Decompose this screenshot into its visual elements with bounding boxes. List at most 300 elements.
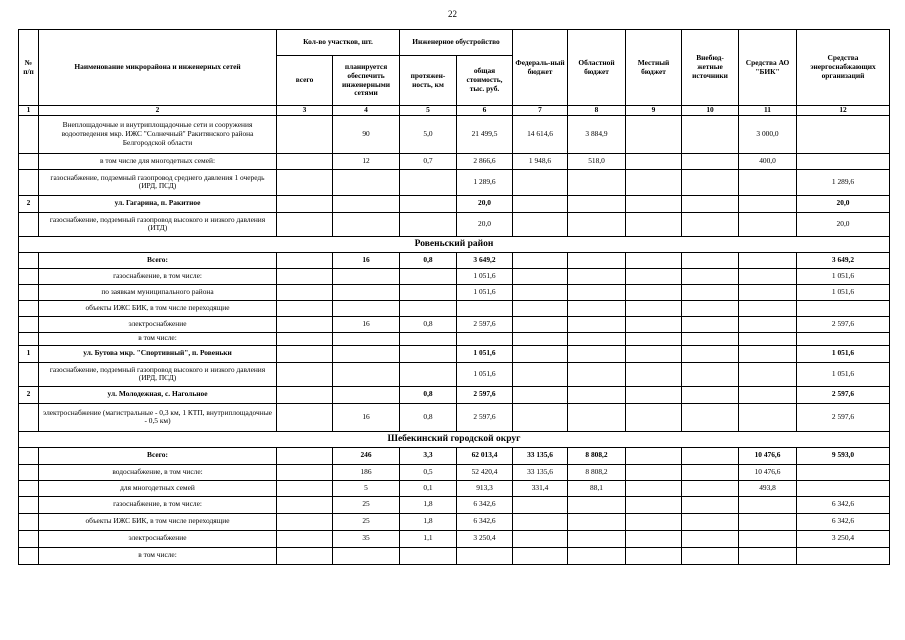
column-index-cell: 2: [39, 106, 277, 116]
table-cell: [333, 268, 400, 284]
table-cell: 913,3: [457, 480, 513, 496]
row-name-cell: газоснабжение, в том числе:: [39, 496, 277, 513]
table-cell: [626, 447, 682, 464]
column-index-cell: 8: [568, 106, 626, 116]
table-cell: [277, 332, 333, 345]
table-cell: [739, 345, 797, 362]
table-cell: [682, 513, 739, 530]
table-cell: [277, 362, 333, 386]
row-name-cell: Всего:: [39, 252, 277, 268]
table-cell: [513, 169, 568, 195]
table-cell: [277, 496, 333, 513]
table-cell: [682, 300, 739, 316]
table-cell: 25: [333, 496, 400, 513]
table-cell: [19, 316, 39, 332]
table-cell: [513, 513, 568, 530]
table-cell: 6 342,6: [797, 513, 890, 530]
table-cell: [277, 547, 333, 564]
table-cell: [513, 386, 568, 403]
table-cell: [277, 212, 333, 236]
column-index-cell: 4: [333, 106, 400, 116]
section-header-row: [19, 236, 890, 252]
table-cell: [277, 480, 333, 496]
column-index-row: [19, 106, 890, 116]
table-cell: [797, 464, 890, 480]
row-name-cell: Внеплощадочные и внутриплощадочные сети и сооружения водоотведения мкр. ИЖС "Солнечный" Ракитянского района Белгородской области: [39, 115, 277, 153]
table-cell: 25: [333, 513, 400, 530]
table-cell: 2 866,6: [457, 153, 513, 169]
table-cell: [513, 212, 568, 236]
table-cell: [739, 300, 797, 316]
table-cell: 12: [333, 153, 400, 169]
table-cell: [513, 195, 568, 212]
table-cell: [277, 252, 333, 268]
table-cell: [568, 284, 626, 300]
section-header-row: [19, 431, 890, 447]
table-cell: [568, 268, 626, 284]
table-cell: [626, 153, 682, 169]
table-row: [19, 547, 890, 564]
table-cell: 1 051,6: [457, 345, 513, 362]
table-cell: [400, 284, 457, 300]
table-cell: 8 808,2: [568, 464, 626, 480]
table-cell: [19, 153, 39, 169]
table-cell: 1 948,6: [513, 153, 568, 169]
table-cell: 0,8: [400, 316, 457, 332]
table-cell: [333, 300, 400, 316]
table-cell: 2: [19, 195, 39, 212]
table-cell: [277, 195, 333, 212]
table-cell: 3 649,2: [797, 252, 890, 268]
col-energy-header: Средства энергоснабжающих организаций: [797, 30, 890, 106]
table-cell: [568, 496, 626, 513]
column-index-cell: 7: [513, 106, 568, 116]
table-cell: [568, 332, 626, 345]
column-index-cell: 5: [400, 106, 457, 116]
table-cell: [513, 268, 568, 284]
table-cell: [626, 513, 682, 530]
table-cell: 518,0: [568, 153, 626, 169]
table-cell: [626, 480, 682, 496]
table-cell: [682, 480, 739, 496]
table-cell: [19, 513, 39, 530]
table-row: [19, 252, 890, 268]
table-cell: 400,0: [739, 153, 797, 169]
table-cell: [626, 464, 682, 480]
table-cell: [513, 530, 568, 547]
table-cell: 1 051,6: [797, 268, 890, 284]
row-name-cell: газоснабжение, в том числе:: [39, 268, 277, 284]
table-cell: [19, 252, 39, 268]
table-cell: [626, 332, 682, 345]
table-cell: [739, 386, 797, 403]
table-cell: 16: [333, 252, 400, 268]
table-row: [19, 447, 890, 464]
table-cell: [739, 513, 797, 530]
eng-group-header: Инженерное обустройство: [400, 30, 513, 56]
col-local-header: Местный бюджет: [626, 30, 682, 106]
table-cell: [513, 252, 568, 268]
column-index-cell: 1: [19, 106, 39, 116]
table-cell: [568, 403, 626, 431]
table-cell: [626, 362, 682, 386]
table-row: [19, 496, 890, 513]
table-cell: [682, 530, 739, 547]
table-cell: [333, 169, 400, 195]
table-cell: 246: [333, 447, 400, 464]
table-cell: 0,8: [400, 403, 457, 431]
table-cell: [457, 332, 513, 345]
table-cell: [568, 530, 626, 547]
table-cell: [457, 547, 513, 564]
table-cell: [739, 332, 797, 345]
table-cell: 1 051,6: [457, 268, 513, 284]
table-cell: [682, 169, 739, 195]
column-index-cell: 10: [682, 106, 739, 116]
table-cell: 331,4: [513, 480, 568, 496]
table-cell: 3,3: [400, 447, 457, 464]
table-cell: [277, 284, 333, 300]
col-regional-header: Областной бюджет: [568, 30, 626, 106]
table-cell: [739, 362, 797, 386]
table-cell: [19, 284, 39, 300]
table-cell: [797, 300, 890, 316]
table-cell: 1 051,6: [797, 345, 890, 362]
column-index-cell: 3: [277, 106, 333, 116]
table-cell: [568, 316, 626, 332]
row-name-cell: газоснабжение, подземный газопровод высокого и низкого давления (ИТД): [39, 212, 277, 236]
table-cell: [568, 212, 626, 236]
table-cell: [739, 496, 797, 513]
table-cell: [513, 284, 568, 300]
table-cell: [277, 530, 333, 547]
table-cell: [568, 513, 626, 530]
table-cell: [19, 447, 39, 464]
table-cell: [739, 284, 797, 300]
table-row: [19, 386, 890, 403]
table-cell: [682, 496, 739, 513]
table-cell: [400, 362, 457, 386]
table-cell: [19, 268, 39, 284]
table-cell: 2 597,6: [797, 316, 890, 332]
table-cell: 33 135,6: [513, 447, 568, 464]
table-cell: [626, 169, 682, 195]
table-row: [19, 345, 890, 362]
table-cell: [626, 345, 682, 362]
table-cell: [277, 403, 333, 431]
table-cell: [400, 345, 457, 362]
table-cell: [739, 169, 797, 195]
table-cell: [513, 547, 568, 564]
row-name-cell: электроснабжение: [39, 316, 277, 332]
table-cell: [457, 300, 513, 316]
table-cell: 9 593,0: [797, 447, 890, 464]
table-cell: [682, 252, 739, 268]
table-row: [19, 362, 890, 386]
table-cell: 1 289,6: [797, 169, 890, 195]
row-name-cell: по заявкам муниципального района: [39, 284, 277, 300]
row-name-cell: объекты ИЖС БИК, в том числе переходящие: [39, 513, 277, 530]
table-cell: 2 597,6: [797, 403, 890, 431]
table-cell: [513, 496, 568, 513]
table-cell: [400, 195, 457, 212]
table-cell: 10 476,6: [739, 447, 797, 464]
col-plots-total-header: всего: [277, 56, 333, 106]
row-name-cell: для многодетных семей: [39, 480, 277, 496]
page-number: 22: [448, 9, 457, 19]
row-name-cell: электроснабжение (магистральные - 0,3 км, 1 КТП, внутриплощадочные - 0,5 км): [39, 403, 277, 431]
table-cell: [19, 300, 39, 316]
table-cell: [513, 332, 568, 345]
table-cell: 88,1: [568, 480, 626, 496]
table-cell: [568, 300, 626, 316]
plots-group-header: Кол-во участков, шт.: [277, 30, 400, 56]
table-cell: [19, 332, 39, 345]
table-row: [19, 212, 890, 236]
table-cell: [400, 169, 457, 195]
table-cell: [19, 362, 39, 386]
table-cell: 1 051,6: [797, 284, 890, 300]
table-cell: [19, 480, 39, 496]
table-cell: [682, 403, 739, 431]
col-num-header: № п/п: [19, 30, 39, 106]
table-cell: [400, 547, 457, 564]
table-cell: [19, 212, 39, 236]
table-cell: 0,8: [400, 386, 457, 403]
table-cell: [626, 212, 682, 236]
table-cell: 1 051,6: [457, 362, 513, 386]
table-cell: 0,1: [400, 480, 457, 496]
row-name-cell: ул. Гагарина, п. Ракитное: [39, 195, 277, 212]
table-cell: [400, 212, 457, 236]
table-cell: [739, 252, 797, 268]
table-cell: [568, 386, 626, 403]
table-row: [19, 332, 890, 345]
row-name-cell: в том числе для многодетных семей:: [39, 153, 277, 169]
table-cell: [739, 547, 797, 564]
table-row: [19, 513, 890, 530]
col-length-header: протяжен-ность, км: [400, 56, 457, 106]
table-cell: [277, 169, 333, 195]
table-cell: [626, 284, 682, 300]
table-cell: 3 649,2: [457, 252, 513, 268]
table-cell: [682, 115, 739, 153]
table-cell: 186: [333, 464, 400, 480]
table-cell: [682, 332, 739, 345]
section-title: Шебекинский городской округ: [19, 431, 890, 447]
table-cell: [626, 530, 682, 547]
table-cell: [19, 547, 39, 564]
row-name-cell: в том числе:: [39, 547, 277, 564]
table-cell: 2 597,6: [797, 386, 890, 403]
table-cell: 2 597,6: [457, 316, 513, 332]
row-name-cell: в том числе:: [39, 332, 277, 345]
table-cell: 52 420,4: [457, 464, 513, 480]
table-cell: 16: [333, 316, 400, 332]
table-cell: [626, 547, 682, 564]
table-cell: 90: [333, 115, 400, 153]
table-cell: [277, 316, 333, 332]
table-cell: [333, 195, 400, 212]
table-cell: [797, 547, 890, 564]
table-cell: 6 342,6: [797, 496, 890, 513]
table-cell: 2: [19, 386, 39, 403]
col-offbudget-header: Внебюд-жетные источники: [682, 30, 739, 106]
table-cell: [513, 345, 568, 362]
table-cell: [682, 195, 739, 212]
table-cell: [682, 268, 739, 284]
table-cell: [797, 153, 890, 169]
table-cell: [333, 345, 400, 362]
table-cell: [626, 386, 682, 403]
table-cell: [797, 480, 890, 496]
row-name-cell: Всего:: [39, 447, 277, 464]
table-cell: 10 476,6: [739, 464, 797, 480]
table-cell: [682, 345, 739, 362]
row-name-cell: газоснабжение, подземный газопровод высокого и низкого давления (ИРД, ПСД): [39, 362, 277, 386]
table-cell: [277, 447, 333, 464]
table-cell: 1 051,6: [457, 284, 513, 300]
table-cell: [277, 300, 333, 316]
table-cell: [682, 464, 739, 480]
column-index-cell: 11: [739, 106, 797, 116]
table-cell: 6 342,6: [457, 496, 513, 513]
table-cell: 20,0: [797, 195, 890, 212]
table-cell: 2 597,6: [457, 386, 513, 403]
table-cell: [277, 268, 333, 284]
table-cell: [626, 300, 682, 316]
table-row: [19, 403, 890, 431]
table-cell: [626, 403, 682, 431]
table-row: [19, 153, 890, 169]
table-cell: [333, 362, 400, 386]
table-cell: [400, 300, 457, 316]
table-cell: [513, 316, 568, 332]
row-name-cell: газоснабжение, подземный газопровод среднего давления 1 очередь (ИРД, ПСД): [39, 169, 277, 195]
table-cell: [568, 252, 626, 268]
table-cell: [739, 212, 797, 236]
table-cell: 35: [333, 530, 400, 547]
col-federal-header: Федераль-ный бюджет: [513, 30, 568, 106]
table-cell: [277, 386, 333, 403]
table-cell: [682, 547, 739, 564]
table-cell: 62 013,4: [457, 447, 513, 464]
row-name-cell: объекты ИЖС БИК, в том числе переходящие: [39, 300, 277, 316]
table-cell: [739, 403, 797, 431]
table-cell: 20,0: [457, 212, 513, 236]
table-cell: [568, 345, 626, 362]
table-cell: [626, 268, 682, 284]
table-cell: [277, 115, 333, 153]
col-plots-planned-header: планируется обеспечить инженерными сетями: [333, 56, 400, 106]
table-cell: 5: [333, 480, 400, 496]
table-cell: [682, 212, 739, 236]
table-row: [19, 480, 890, 496]
table-cell: [277, 153, 333, 169]
table-cell: [739, 316, 797, 332]
table-cell: [400, 268, 457, 284]
table-cell: [19, 403, 39, 431]
table-cell: [277, 345, 333, 362]
table-cell: 5,0: [400, 115, 457, 153]
table-row: [19, 169, 890, 195]
table-cell: [513, 403, 568, 431]
row-name-cell: ул. Бутова мкр. "Спортивный", п. Ровеньки: [39, 345, 277, 362]
col-name-header: Наименование микрорайона и инженерных сетей: [39, 30, 277, 106]
table-cell: [19, 115, 39, 153]
table-cell: [626, 252, 682, 268]
table-cell: [626, 115, 682, 153]
table-cell: [626, 316, 682, 332]
table-cell: 1 289,6: [457, 169, 513, 195]
table-cell: [626, 496, 682, 513]
table-cell: [277, 513, 333, 530]
table-cell: [797, 115, 890, 153]
table-cell: [333, 284, 400, 300]
table-cell: 3 884,9: [568, 115, 626, 153]
table-row: [19, 115, 890, 153]
column-index-cell: 9: [626, 106, 682, 116]
table-cell: [19, 464, 39, 480]
row-name-cell: электроснабжение: [39, 530, 277, 547]
table-cell: [739, 195, 797, 212]
table-cell: [333, 547, 400, 564]
section-title: Ровеньский район: [19, 236, 890, 252]
table-cell: [19, 496, 39, 513]
table-cell: [682, 284, 739, 300]
table-cell: [682, 153, 739, 169]
table-cell: [626, 195, 682, 212]
table-cell: [568, 547, 626, 564]
table-cell: [739, 268, 797, 284]
table-cell: [568, 195, 626, 212]
table-cell: 3 000,0: [739, 115, 797, 153]
table-cell: 20,0: [797, 212, 890, 236]
table-row: [19, 284, 890, 300]
table-row: [19, 316, 890, 332]
table-cell: [277, 464, 333, 480]
table-cell: 0,7: [400, 153, 457, 169]
table-cell: 1,8: [400, 513, 457, 530]
table-cell: 493,8: [739, 480, 797, 496]
table-cell: 2 597,6: [457, 403, 513, 431]
table-cell: [513, 300, 568, 316]
table-cell: 14 614,6: [513, 115, 568, 153]
table-cell: [19, 530, 39, 547]
table-cell: 3 250,4: [457, 530, 513, 547]
row-name-cell: водоснабжение, в том числе:: [39, 464, 277, 480]
table-row: [19, 268, 890, 284]
col-cost-header: общая стоимость, тыс. руб.: [457, 56, 513, 106]
table-cell: 6 342,6: [457, 513, 513, 530]
column-index-cell: 12: [797, 106, 890, 116]
table-cell: 8 808,2: [568, 447, 626, 464]
table-cell: [682, 386, 739, 403]
table-cell: 1 051,6: [797, 362, 890, 386]
table-cell: [797, 332, 890, 345]
table-cell: 20,0: [457, 195, 513, 212]
table-cell: [682, 316, 739, 332]
table-cell: 1: [19, 345, 39, 362]
funding-table: [18, 29, 890, 565]
col-bik-header: Средства АО "БИК": [739, 30, 797, 106]
table-cell: [682, 362, 739, 386]
table-cell: 33 135,6: [513, 464, 568, 480]
table-row: [19, 300, 890, 316]
table-cell: [19, 169, 39, 195]
row-name-cell: ул. Молодежная, с. Нагольное: [39, 386, 277, 403]
table-cell: [333, 332, 400, 345]
